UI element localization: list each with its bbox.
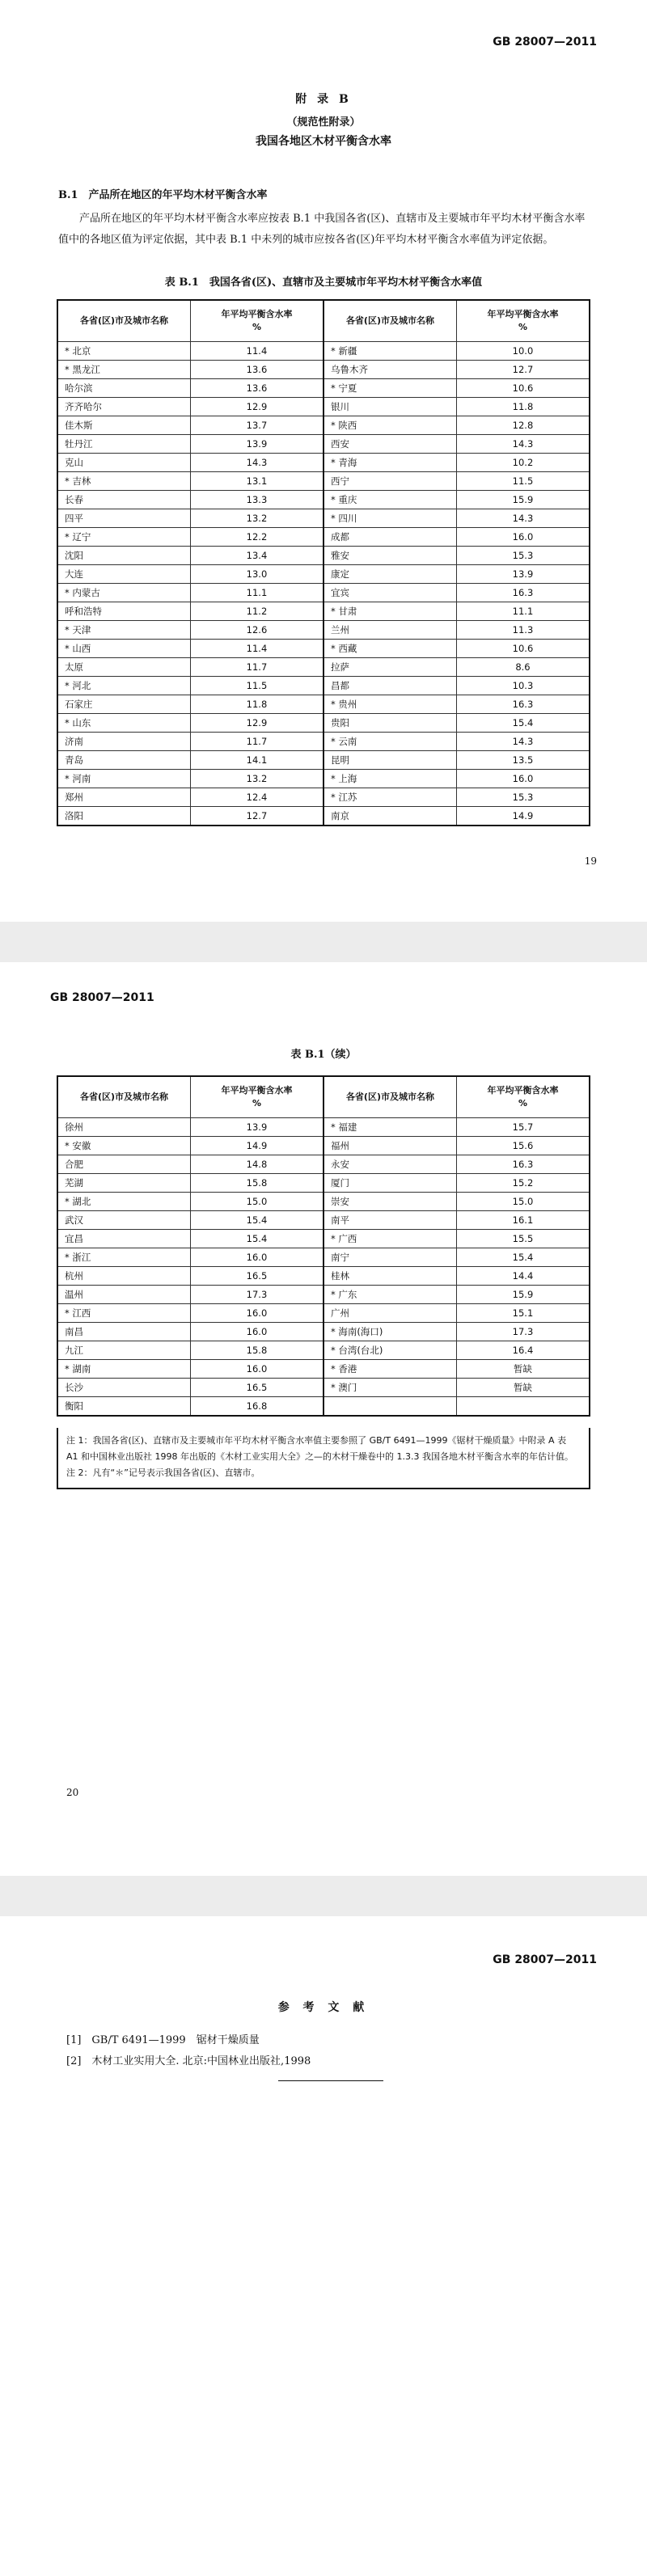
- moisture-table: [57, 299, 590, 826]
- value-cell: 11.8: [190, 695, 324, 714]
- table-row: [57, 528, 590, 547]
- region-cell: * 甘肃: [324, 602, 456, 621]
- table-row: [57, 1118, 590, 1137]
- value-cell: 11.8: [456, 398, 590, 416]
- value-cell: 13.3: [190, 491, 324, 509]
- table-row: [57, 733, 590, 751]
- table-caption-continued: 表 B.1（续）: [290, 1049, 357, 1061]
- region-cell: * 云南: [324, 733, 456, 751]
- region-cell: 洛阳: [57, 807, 190, 826]
- table-row: [57, 714, 590, 733]
- region-cell: * 宁夏: [324, 379, 456, 398]
- value-cell: 14.9: [190, 1137, 324, 1155]
- region-cell: * 贵州: [324, 695, 456, 714]
- value-cell: 16.3: [456, 1155, 590, 1174]
- region-cell: 长沙: [57, 1379, 190, 1397]
- region-cell: 郑州: [57, 788, 190, 807]
- region-cell: 昆明: [324, 751, 456, 770]
- value-cell: 12.7: [456, 361, 590, 379]
- value-cell: 暂缺: [456, 1379, 590, 1397]
- value-cell: 15.5: [456, 1230, 590, 1248]
- table-row: [57, 1155, 590, 1174]
- bibliography-page: [0, 1916, 647, 2576]
- value-cell: 13.9: [190, 435, 324, 454]
- region-cell: * 山西: [57, 640, 190, 658]
- region-cell: 宜宾: [324, 584, 456, 602]
- table-row: [57, 1137, 590, 1155]
- region-cell: * 澳门: [324, 1379, 456, 1397]
- header-value: 年平均平衡含水率 %: [456, 300, 590, 342]
- value-cell: 15.8: [190, 1174, 324, 1193]
- region-cell: * 吉林: [57, 472, 190, 491]
- table-header-row: [57, 1076, 590, 1118]
- region-cell: * 河南: [57, 770, 190, 788]
- region-cell: * 海南(海口): [324, 1323, 456, 1341]
- value-cell: 11.7: [190, 658, 324, 677]
- value-cell: 14.3: [456, 435, 590, 454]
- table-header-row: [57, 300, 590, 342]
- value-cell: 16.4: [456, 1341, 590, 1360]
- value-cell: 16.5: [190, 1267, 324, 1286]
- value-cell: 13.6: [190, 361, 324, 379]
- region-cell: 九江: [57, 1341, 190, 1360]
- region-cell: * 河北: [57, 677, 190, 695]
- header-region: 各省(区)市及城市名称: [57, 1076, 190, 1118]
- value-cell: 12.8: [456, 416, 590, 435]
- value-cell: 12.6: [190, 621, 324, 640]
- value-cell: 15.2: [456, 1174, 590, 1193]
- region-cell: * 湖南: [57, 1360, 190, 1379]
- table-row: [57, 1341, 590, 1360]
- table-row: [57, 416, 590, 435]
- standard-code: GB 28007—2011: [493, 1953, 597, 1966]
- value-cell: 13.9: [190, 1118, 324, 1137]
- value-cell: 15.4: [190, 1211, 324, 1230]
- value-cell: 14.3: [190, 454, 324, 472]
- table-row: [57, 807, 590, 826]
- value-cell: 12.9: [190, 398, 324, 416]
- region-cell: 南昌: [57, 1323, 190, 1341]
- region-cell: * 天津: [57, 621, 190, 640]
- region-cell: * 广东: [324, 1286, 456, 1304]
- region-cell: 南京: [324, 807, 456, 826]
- table-row: [57, 342, 590, 361]
- standard-code: GB 28007—2011: [493, 36, 597, 49]
- value-cell: 15.1: [456, 1304, 590, 1323]
- table-row: [57, 1267, 590, 1286]
- table-row: [57, 1286, 590, 1304]
- table-row: [57, 454, 590, 472]
- table-row: [57, 398, 590, 416]
- value-cell: 17.3: [456, 1323, 590, 1341]
- region-cell: * 上海: [324, 770, 456, 788]
- region-cell: 成都: [324, 528, 456, 547]
- region-cell: 太原: [57, 658, 190, 677]
- region-cell: 拉萨: [324, 658, 456, 677]
- table-row: [57, 379, 590, 398]
- header-value: 年平均平衡含水率 %: [190, 1076, 324, 1118]
- table-row: [57, 584, 590, 602]
- value-cell: 14.3: [456, 509, 590, 528]
- value-cell: 14.9: [456, 807, 590, 826]
- region-cell: 牡丹江: [57, 435, 190, 454]
- table-row: [57, 547, 590, 565]
- region-cell: * 内蒙古: [57, 584, 190, 602]
- section-heading: B.1 产品所在地区的年平均木材平衡含水率: [58, 189, 268, 201]
- region-cell: 康定: [324, 565, 456, 584]
- value-cell: 15.3: [456, 788, 590, 807]
- region-cell: 桂林: [324, 1267, 456, 1286]
- region-cell: 银川: [324, 398, 456, 416]
- value-cell: 12.2: [190, 528, 324, 547]
- region-cell: 哈尔滨: [57, 379, 190, 398]
- region-cell: 南宁: [324, 1248, 456, 1267]
- region-cell: 呼和浩特: [57, 602, 190, 621]
- value-cell: 12.4: [190, 788, 324, 807]
- region-cell: * 四川: [324, 509, 456, 528]
- value-cell: 13.6: [190, 379, 324, 398]
- table-row: [57, 751, 590, 770]
- region-cell: 福州: [324, 1137, 456, 1155]
- reference-item: [2] 木材工业实用大全. 北京:中国林业出版社,1998: [66, 2055, 311, 2067]
- value-cell: 10.6: [456, 640, 590, 658]
- value-cell: 16.8: [190, 1397, 324, 1417]
- header-region: 各省(区)市及城市名称: [57, 300, 190, 342]
- page-number: 20: [66, 1787, 79, 1798]
- region-cell: * 广西: [324, 1230, 456, 1248]
- value-cell: 10.0: [456, 342, 590, 361]
- value-cell: [456, 1397, 590, 1417]
- value-cell: 11.5: [456, 472, 590, 491]
- value-cell: 15.4: [190, 1230, 324, 1248]
- value-cell: 14.8: [190, 1155, 324, 1174]
- value-cell: 15.6: [456, 1137, 590, 1155]
- value-cell: 14.3: [456, 733, 590, 751]
- page-number: 19: [584, 855, 597, 867]
- value-cell: 11.4: [190, 342, 324, 361]
- value-cell: 11.4: [190, 640, 324, 658]
- table-row: [57, 1174, 590, 1193]
- region-cell: 衡阳: [57, 1397, 190, 1417]
- annex-type: （规范性附录）: [286, 116, 361, 129]
- value-cell: 11.5: [190, 677, 324, 695]
- region-cell: 武汉: [57, 1211, 190, 1230]
- header-region: 各省(区)市及城市名称: [324, 1076, 456, 1118]
- region-cell: 齐齐哈尔: [57, 398, 190, 416]
- standard-code: GB 28007—2011: [50, 991, 154, 1004]
- region-cell: 长春: [57, 491, 190, 509]
- value-cell: 14.4: [456, 1267, 590, 1286]
- region-cell: 贵阳: [324, 714, 456, 733]
- value-cell: 13.2: [190, 509, 324, 528]
- table-row: [57, 658, 590, 677]
- value-cell: 15.0: [456, 1193, 590, 1211]
- value-cell: 15.9: [456, 1286, 590, 1304]
- table-row: [57, 1211, 590, 1230]
- region-cell: 兰州: [324, 621, 456, 640]
- table-row: [57, 677, 590, 695]
- region-cell: 宜昌: [57, 1230, 190, 1248]
- value-cell: 13.2: [190, 770, 324, 788]
- region-cell: 乌鲁木齐: [324, 361, 456, 379]
- table-row: [57, 435, 590, 454]
- table-row: [57, 1397, 590, 1417]
- table-row: [57, 788, 590, 807]
- region-cell: * 北京: [57, 342, 190, 361]
- table-row: [57, 602, 590, 621]
- value-cell: 12.7: [190, 807, 324, 826]
- table-row: [57, 640, 590, 658]
- table-row: [57, 1230, 590, 1248]
- region-cell: * 重庆: [324, 491, 456, 509]
- region-cell: 徐州: [57, 1118, 190, 1137]
- page-19: [0, 0, 647, 922]
- table-notes: [57, 1428, 590, 1489]
- region-cell: * 江苏: [324, 788, 456, 807]
- value-cell: 17.3: [190, 1286, 324, 1304]
- note-2: 注 2：凡有“＊”记号表示我国各省(区)、直辖市。: [66, 1467, 260, 1478]
- table-row: [57, 1304, 590, 1323]
- region-cell: [324, 1397, 456, 1417]
- annex-label: 附 录 B: [295, 93, 352, 106]
- region-cell: * 西藏: [324, 640, 456, 658]
- region-cell: 崇安: [324, 1193, 456, 1211]
- bibliography-title: 参 考 文 献: [277, 2001, 370, 2014]
- region-cell: 青岛: [57, 751, 190, 770]
- value-cell: 16.0: [190, 1323, 324, 1341]
- region-cell: 佳木斯: [57, 416, 190, 435]
- end-rule: [278, 2080, 383, 2081]
- region-cell: * 福建: [324, 1118, 456, 1137]
- table-row: [57, 491, 590, 509]
- value-cell: 11.3: [456, 621, 590, 640]
- header-value: 年平均平衡含水率 %: [456, 1076, 590, 1118]
- value-cell: 13.4: [190, 547, 324, 565]
- header-value: 年平均平衡含水率 %: [190, 300, 324, 342]
- region-cell: 雅安: [324, 547, 456, 565]
- value-cell: 11.1: [456, 602, 590, 621]
- value-cell: 15.7: [456, 1118, 590, 1137]
- region-cell: 厦门: [324, 1174, 456, 1193]
- value-cell: 14.1: [190, 751, 324, 770]
- table-row: [57, 361, 590, 379]
- value-cell: 16.3: [456, 695, 590, 714]
- region-cell: 杭州: [57, 1267, 190, 1286]
- value-cell: 16.0: [456, 770, 590, 788]
- region-cell: 石家庄: [57, 695, 190, 714]
- value-cell: 暂缺: [456, 1360, 590, 1379]
- value-cell: 10.6: [456, 379, 590, 398]
- region-cell: 温州: [57, 1286, 190, 1304]
- region-cell: * 台湾(台北): [324, 1341, 456, 1360]
- region-cell: * 新疆: [324, 342, 456, 361]
- region-cell: * 山东: [57, 714, 190, 733]
- reference-item: [1] GB/T 6491—1999 锯材干燥质量: [66, 2034, 260, 2046]
- value-cell: 15.4: [456, 1248, 590, 1267]
- region-cell: * 辽宁: [57, 528, 190, 547]
- note-1: 注 1：我国各省(区)、直辖市及主要城市年平均木材平衡含水率值主要参照了 GB/T 6491—1999《锯材干燥质量》中附录 A 表 A1 和中国林业出版社 1998 年出版的《木材工业实用大全》之—的木材干燥卷中的 1.3.3 我国各地木材平衡含水率的年估计值。: [66, 1435, 573, 1462]
- header-region: 各省(区)市及城市名称: [324, 300, 456, 342]
- table-row: [57, 695, 590, 714]
- region-cell: 大连: [57, 565, 190, 584]
- region-cell: 沈阳: [57, 547, 190, 565]
- body-paragraph: 产品所在地区的年平均木材平衡含水率应按表 B.1 中我国各省(区)、直辖市及主要城市年平均木材平衡含水率值中的各地区值为评定依据，其中表 B.1 中未列的城市应按各省(区)年平均木材平衡含水率值为评定依据。: [58, 213, 586, 246]
- value-cell: 8.6: [456, 658, 590, 677]
- region-cell: * 安徽: [57, 1137, 190, 1155]
- value-cell: 16.0: [190, 1304, 324, 1323]
- region-cell: * 香港: [324, 1360, 456, 1379]
- moisture-table-continued: [57, 1075, 590, 1417]
- region-cell: * 黑龙江: [57, 361, 190, 379]
- value-cell: 15.3: [456, 547, 590, 565]
- table-row: [57, 1248, 590, 1267]
- value-cell: 13.0: [190, 565, 324, 584]
- value-cell: 13.1: [190, 472, 324, 491]
- value-cell: 16.1: [456, 1211, 590, 1230]
- region-cell: 广州: [324, 1304, 456, 1323]
- value-cell: 15.4: [456, 714, 590, 733]
- region-cell: 永安: [324, 1155, 456, 1174]
- table-row: [57, 565, 590, 584]
- region-cell: * 陕西: [324, 416, 456, 435]
- region-cell: * 浙江: [57, 1248, 190, 1267]
- table-row: [57, 770, 590, 788]
- value-cell: 11.2: [190, 602, 324, 621]
- region-cell: 南平: [324, 1211, 456, 1230]
- region-cell: 四平: [57, 509, 190, 528]
- value-cell: 13.5: [456, 751, 590, 770]
- value-cell: 13.7: [190, 416, 324, 435]
- value-cell: 16.0: [190, 1360, 324, 1379]
- region-cell: 西安: [324, 435, 456, 454]
- region-cell: * 青海: [324, 454, 456, 472]
- table-row: [57, 1360, 590, 1379]
- table-row: [57, 1379, 590, 1397]
- value-cell: 15.9: [456, 491, 590, 509]
- value-cell: 16.5: [190, 1379, 324, 1397]
- region-cell: 济南: [57, 733, 190, 751]
- value-cell: 13.9: [456, 565, 590, 584]
- region-cell: 昌都: [324, 677, 456, 695]
- region-cell: * 江西: [57, 1304, 190, 1323]
- table-row: [57, 1323, 590, 1341]
- table-row: [57, 1193, 590, 1211]
- value-cell: 11.7: [190, 733, 324, 751]
- region-cell: 克山: [57, 454, 190, 472]
- annex-title: 我国各地区木材平衡含水率: [256, 135, 391, 148]
- value-cell: 10.3: [456, 677, 590, 695]
- value-cell: 16.0: [456, 528, 590, 547]
- region-cell: 合肥: [57, 1155, 190, 1174]
- value-cell: 10.2: [456, 454, 590, 472]
- value-cell: 16.3: [456, 584, 590, 602]
- value-cell: 12.9: [190, 714, 324, 733]
- region-cell: 芜湖: [57, 1174, 190, 1193]
- value-cell: 15.0: [190, 1193, 324, 1211]
- value-cell: 15.8: [190, 1341, 324, 1360]
- table-caption: 表 B.1 我国各省(区)、直辖市及主要城市年平均木材平衡含水率值: [164, 277, 483, 289]
- table-row: [57, 509, 590, 528]
- region-cell: * 湖北: [57, 1193, 190, 1211]
- value-cell: 16.0: [190, 1248, 324, 1267]
- value-cell: 11.1: [190, 584, 324, 602]
- table-row: [57, 472, 590, 491]
- region-cell: 西宁: [324, 472, 456, 491]
- table-row: [57, 621, 590, 640]
